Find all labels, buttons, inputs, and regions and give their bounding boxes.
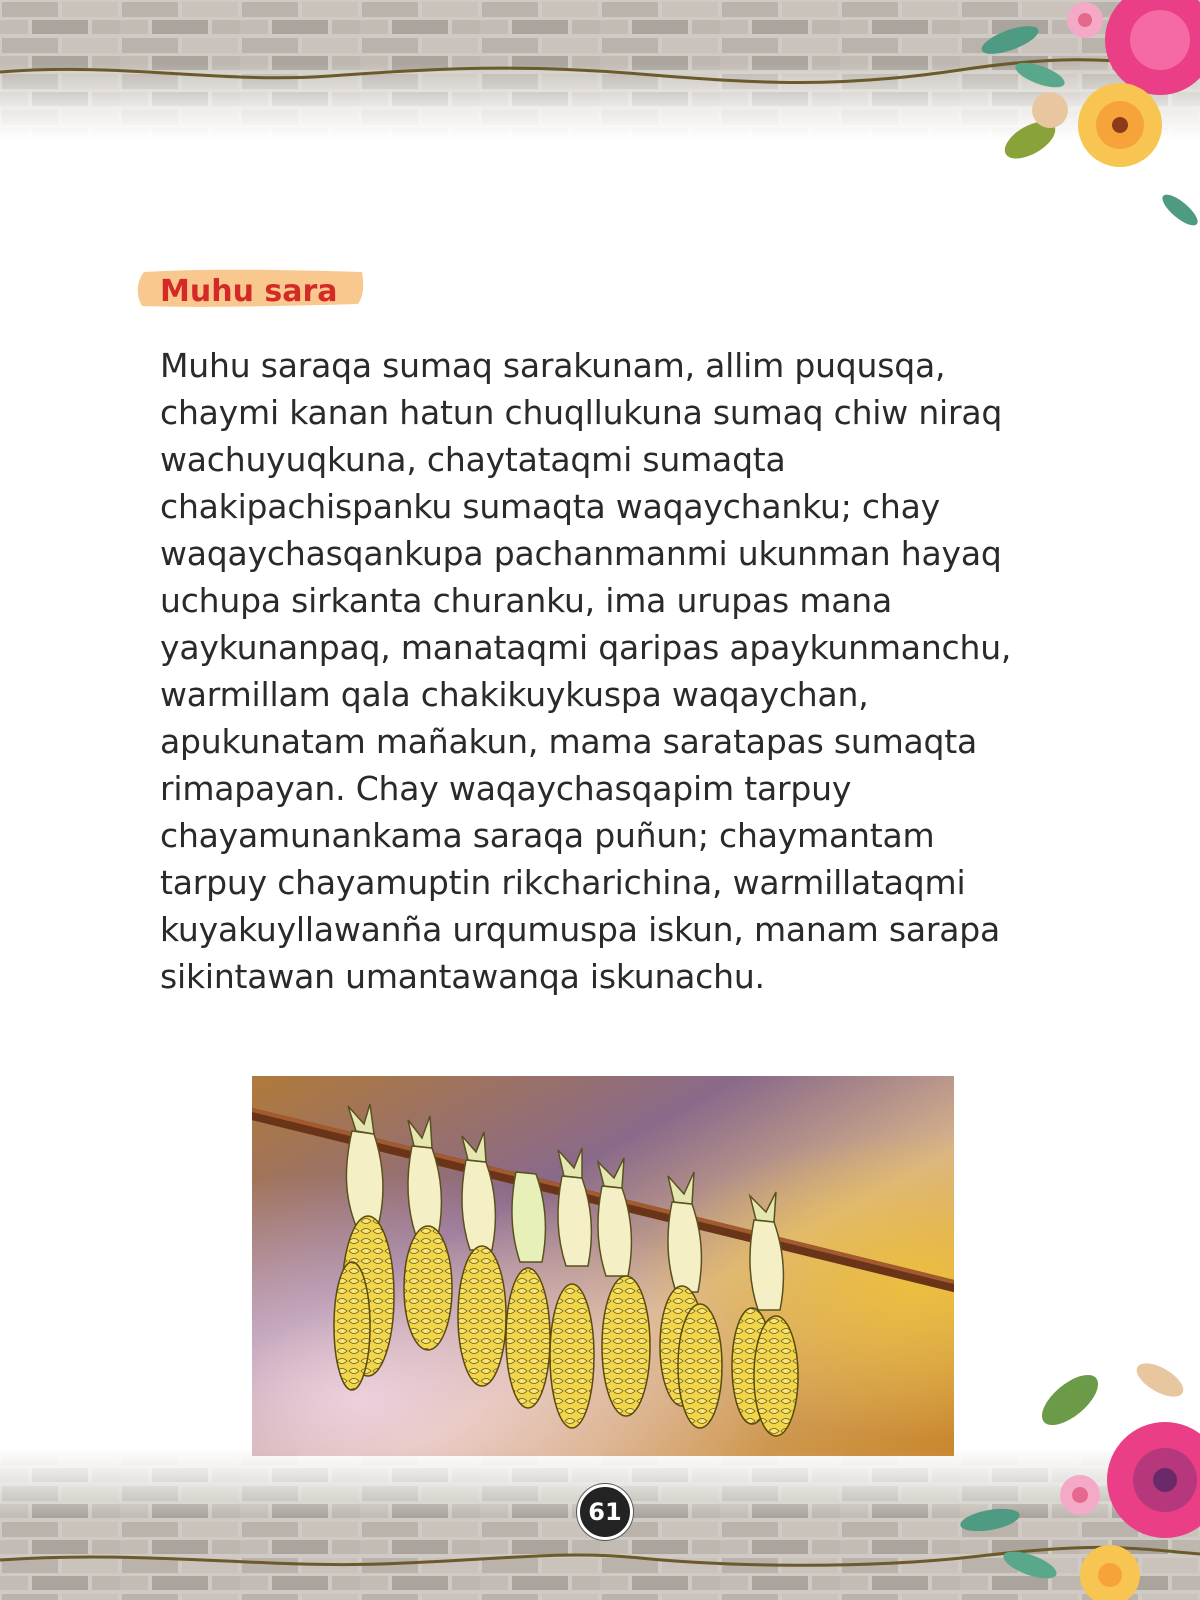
corn-illustration bbox=[252, 1076, 954, 1456]
flowers-decoration-top bbox=[970, 0, 1200, 250]
heading-text: Muhu sara bbox=[160, 274, 338, 309]
section-heading bbox=[136, 268, 366, 308]
page-number-badge: 61 bbox=[577, 1484, 633, 1540]
flowers-decoration-bottom bbox=[960, 1350, 1200, 1600]
story-paragraph: Muhu saraqa sumaq sarakunam, allim puqusqa, chaymi kanan hatun chuqllukuna sumaq chiw niraq wachuyuqkuna, chaytataqmi sumaqta chakipachispanku sumaqta waqaychanku; chay waqaychasqankupa pachanmanmi ukunman hayaq uchupa sirkanta churanku, ima urupas mana yaykunanpaq, manataqmi qaripas apaykunmanchu, warmillam qala chakikuykuspa waqaychan, apukunatam mañakun, mama saratapas sumaqta rimapayan. Chay waqaychasqapim tarpuy chayamunankama saraqa puñun; chaymantam tarpuy chayamuptin rikcharichina, warmillataqmi kuyakuyllawanña urqumuspa iskun, manam sarapa sikintawan umantawanqa iskunachu. bbox=[160, 346, 1012, 996]
